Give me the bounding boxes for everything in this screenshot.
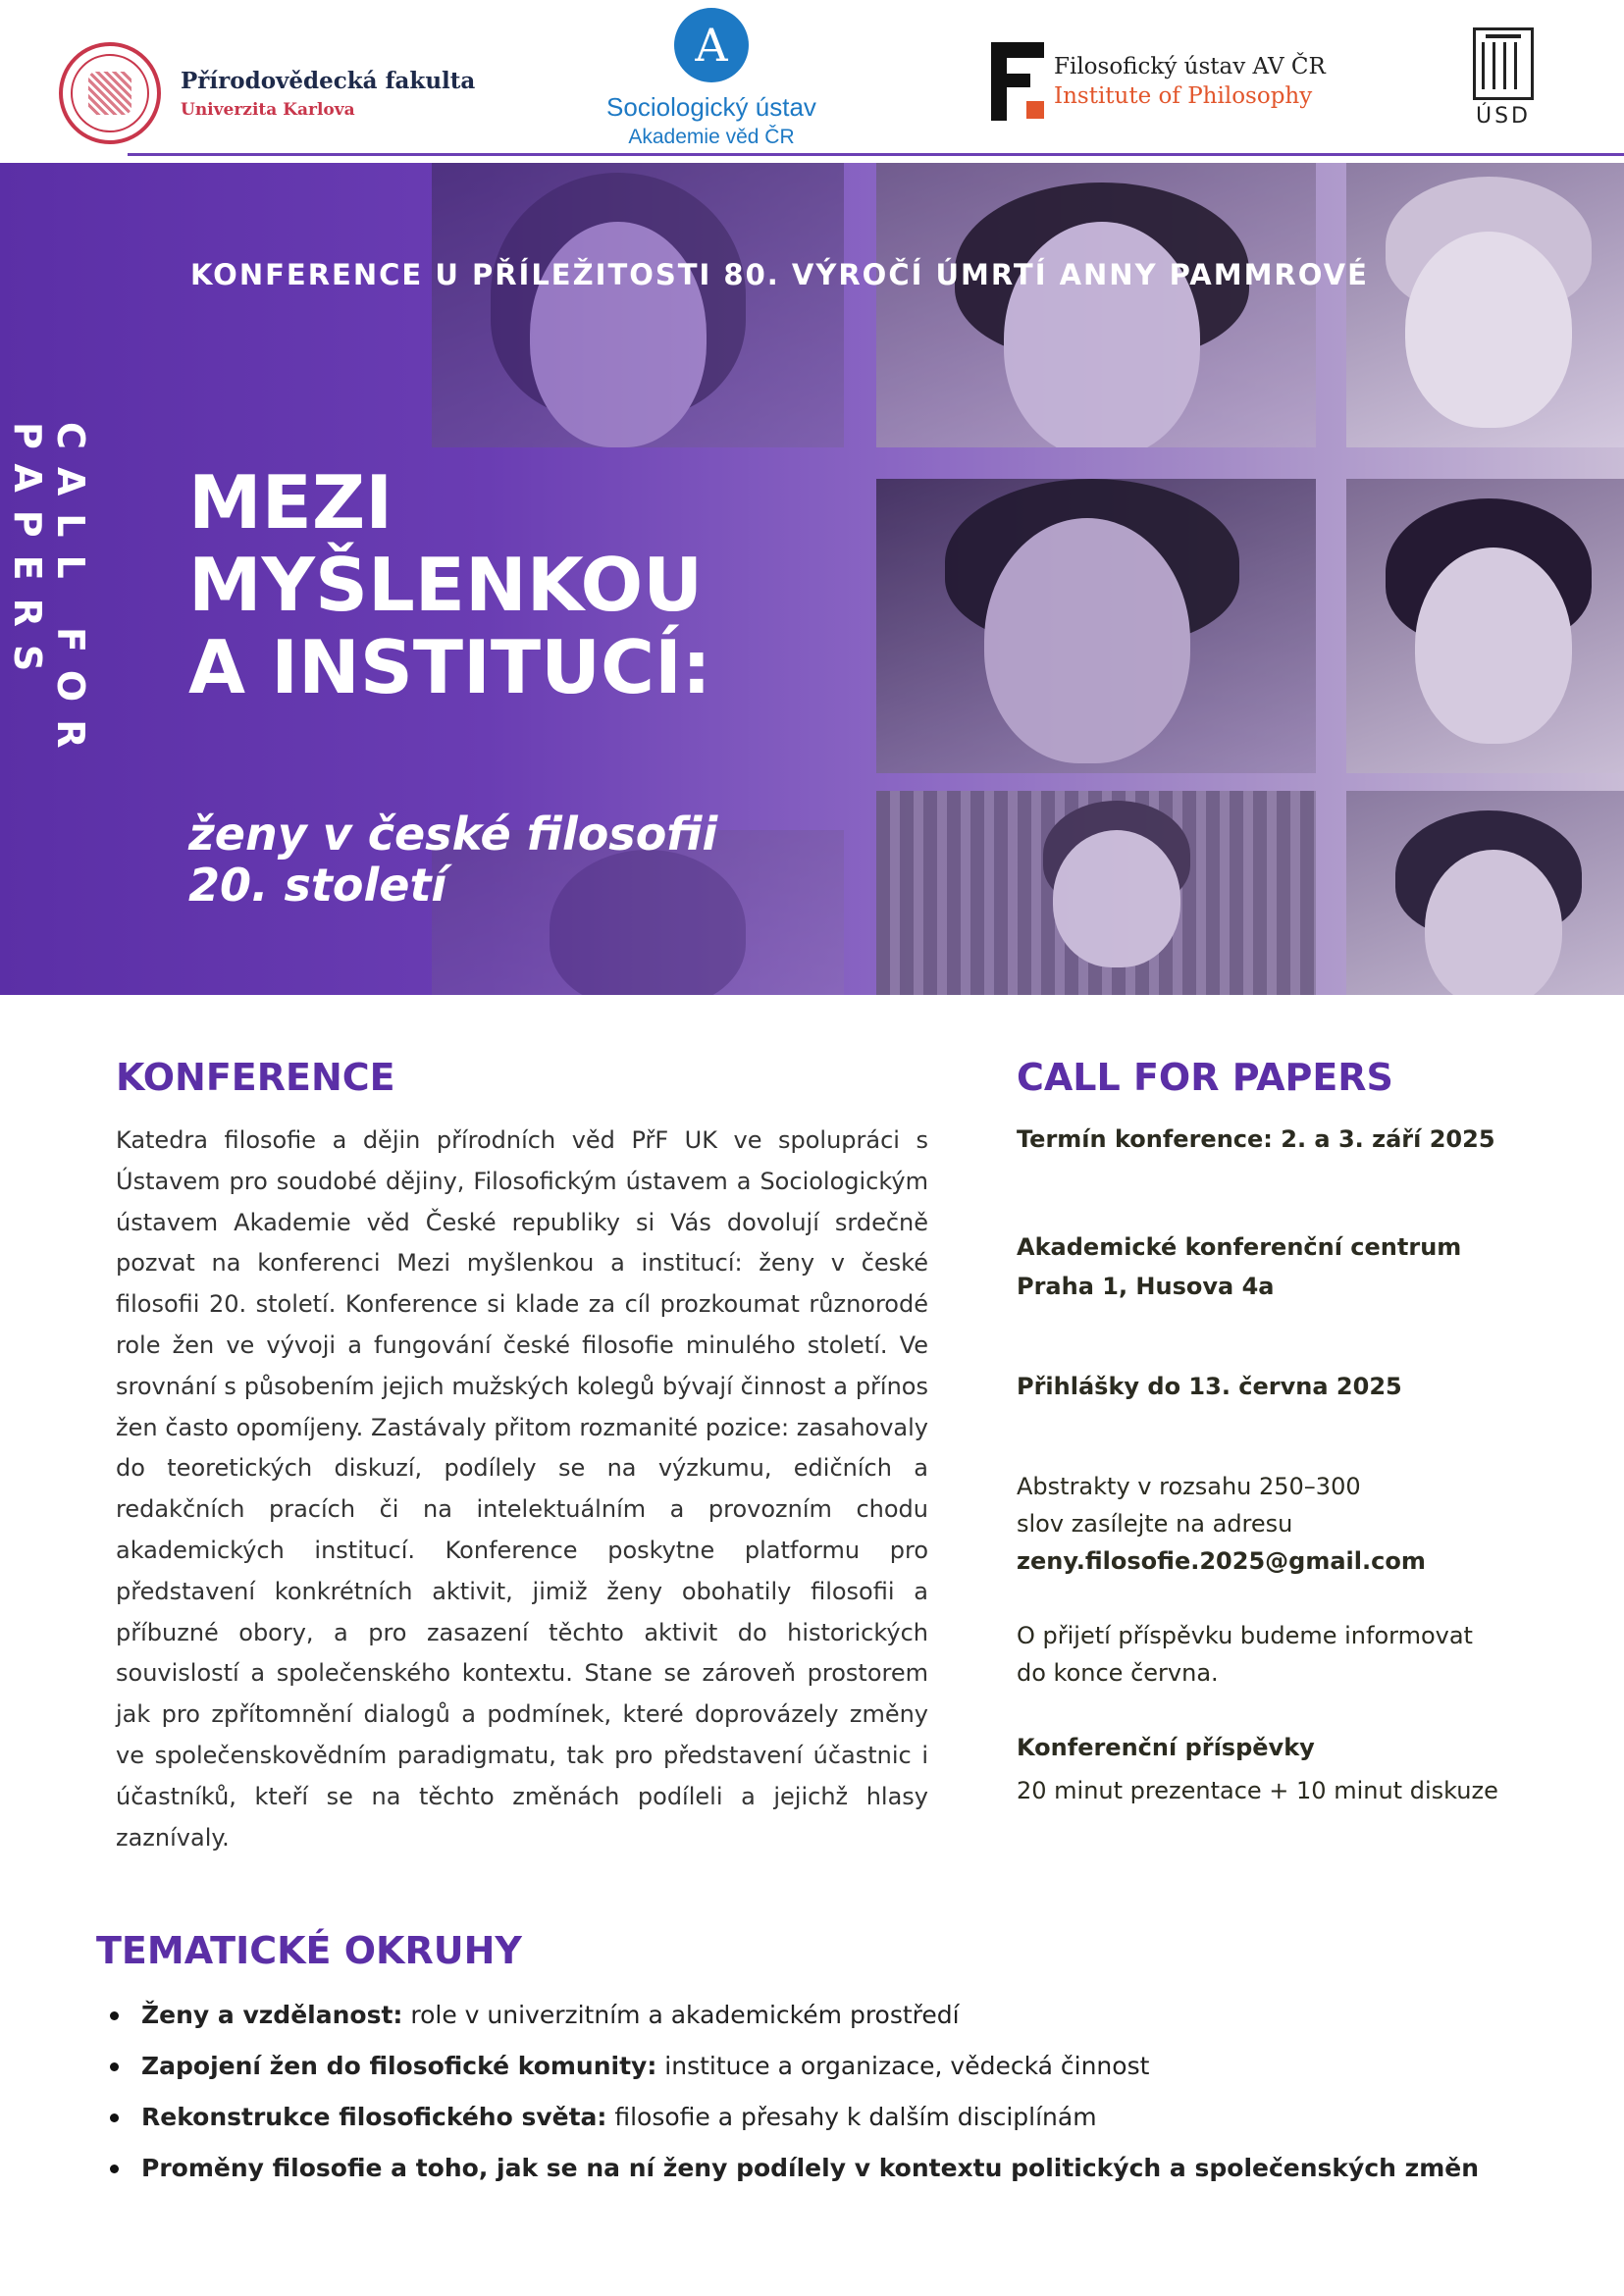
application-deadline: Přihlášky do 13. června 2025 bbox=[1017, 1373, 1402, 1400]
subtitle-line: 20. století bbox=[188, 859, 447, 912]
header-divider bbox=[128, 153, 1624, 156]
acceptance-notice-2: do konce června. bbox=[1017, 1659, 1219, 1687]
venue-line-2: Praha 1, Husova 4a bbox=[1017, 1273, 1275, 1300]
acceptance-notice-1: O přijetí příspěvku budeme informovat bbox=[1017, 1622, 1473, 1649]
portrait-photo-2 bbox=[876, 163, 1316, 447]
flu-f-icon bbox=[991, 42, 1044, 121]
contact-email[interactable]: zeny.filosofie.2025@gmail.com bbox=[1017, 1547, 1426, 1575]
conference-title bbox=[188, 461, 711, 708]
portrait-photo-5 bbox=[1346, 479, 1624, 773]
title-line: MYŠLENKOU bbox=[188, 542, 704, 628]
title-line: MEZI bbox=[188, 459, 393, 546]
flu-name-en: Institute of Philosophy bbox=[1054, 83, 1313, 109]
venue-line-1: Akademické konferenční centrum bbox=[1017, 1233, 1462, 1261]
usd-name: ÚSD bbox=[1475, 104, 1531, 129]
soc-name: Sociologický ústav bbox=[606, 92, 816, 122]
soc-a-icon: A bbox=[674, 8, 749, 82]
conference-occasion: KONFERENCE U PŘÍLEŽITOSTI 80. VÝROČÍ ÚMRTÍ ANNY PAMMROVÉ bbox=[190, 258, 1369, 291]
prf-university: Univerzita Karlova bbox=[181, 99, 355, 120]
portrait-photo-3 bbox=[1346, 163, 1624, 447]
cfp-heading: CALL FOR PAPERS bbox=[1017, 1056, 1393, 1099]
list-item bbox=[108, 2047, 1580, 2098]
konference-text: Katedra filosofie a dějin přírodních věd PřF UK ve spolupráci s Ústavem pro soudobé dějiny, Filosofickým ústavem a Sociologickým ústavem Akademie věd České republiky si Vás dovolují srdečně pozvat na konferenci Mezi myšlenkou a institucí: ženy v české filosofii 20. století. Konference si klade za cíl prozkoumat různorodé role žen ve vývoji a fungování české filosofie minulého století. Ve srovnání s působením jejich mužských kolegů bývají činnost a přínos žen často opomíjeny. Zastávaly přitom rozmanité pozice: zasahovaly do teoretických diskuzí, podílely se na výzkumu, edičních a redakčních pracích či na intelektuálním a provozním chodu akademických institucí. Konference poskytne platformu pro představení konkrétních aktivit, jimiž ženy obohatily filosofii a příbuzné obory, a pro zasazení těchto aktivit do historických souvislostí a společenského kontextu. Stane se zároveň prostorem jak pro zpřítomnění dialogů a podmínek, které doprovázely změny ve společenskovědním paradigmatu, tak pro představení účastnic i účastníků, kteří se na těchto změnách podíleli a jejichž hlasy zaznívaly. bbox=[116, 1126, 928, 1852]
topic-bold: Zapojení žen do filosofické komunity: bbox=[141, 2052, 657, 2080]
call-for-papers-vertical-label: CALL FOR PAPERS bbox=[6, 422, 92, 766]
portrait-photo-4 bbox=[876, 479, 1316, 773]
prf-name: Přírodovědecká fakulta bbox=[181, 67, 476, 94]
conference-subtitle bbox=[188, 809, 717, 911]
filosoficky-ustav-logo bbox=[991, 41, 1326, 122]
topic-bold: Proměny filosofie a toho, jak se na ní ženy podílely v kontextu politických a společenských změn bbox=[141, 2154, 1480, 2182]
portrait-photo-6 bbox=[876, 791, 1316, 995]
contributions-format: 20 minut prezentace + 10 minut diskuze bbox=[1017, 1777, 1498, 1804]
flu-name-cz: Filosofický ústav AV ČR bbox=[1054, 54, 1326, 79]
topic-text: instituce a organizace, vědecká činnost bbox=[656, 2052, 1150, 2080]
topic-bold: Rekonstrukce filosofického světa: bbox=[141, 2103, 607, 2131]
topic-bold: Ženy a vzdělanost: bbox=[141, 2001, 403, 2029]
konference-heading: KONFERENCE bbox=[116, 1056, 395, 1099]
abstract-info-1: Abstrakty v rozsahu 250–300 bbox=[1017, 1473, 1361, 1500]
logo-bar bbox=[0, 0, 1624, 157]
building-icon bbox=[1473, 27, 1534, 100]
portrait-photo-7 bbox=[1346, 791, 1624, 995]
usd-logo bbox=[1467, 27, 1540, 129]
abstract-info-2: slov zasílejte na adresu bbox=[1017, 1510, 1293, 1538]
title-line: A INSTITUCÍ: bbox=[188, 624, 711, 710]
topic-text: role v univerzitním a akademickém prostředí bbox=[402, 2001, 960, 2029]
list-item bbox=[108, 1996, 1580, 2047]
soc-sub: Akademie věd ČR bbox=[628, 126, 795, 148]
list-item bbox=[108, 2149, 1580, 2200]
portrait-photo-1 bbox=[432, 163, 844, 447]
list-item bbox=[108, 2098, 1580, 2149]
topics-heading: TEMATICKÉ OKRUHY bbox=[96, 1929, 522, 1972]
university-seal-icon bbox=[59, 42, 161, 144]
sociologicky-ustav-logo bbox=[599, 8, 824, 149]
prf-uk-logo bbox=[59, 39, 475, 147]
conference-date: Termín konference: 2. a 3. září 2025 bbox=[1017, 1125, 1495, 1153]
subtitle-line: ženy v české filosofii bbox=[188, 808, 718, 861]
topics-list bbox=[108, 1996, 1580, 2200]
hero-banner bbox=[0, 163, 1624, 995]
topic-text: filosofie a přesahy k dalším disciplínám bbox=[606, 2103, 1097, 2131]
contributions-heading: Konferenční příspěvky bbox=[1017, 1734, 1315, 1761]
